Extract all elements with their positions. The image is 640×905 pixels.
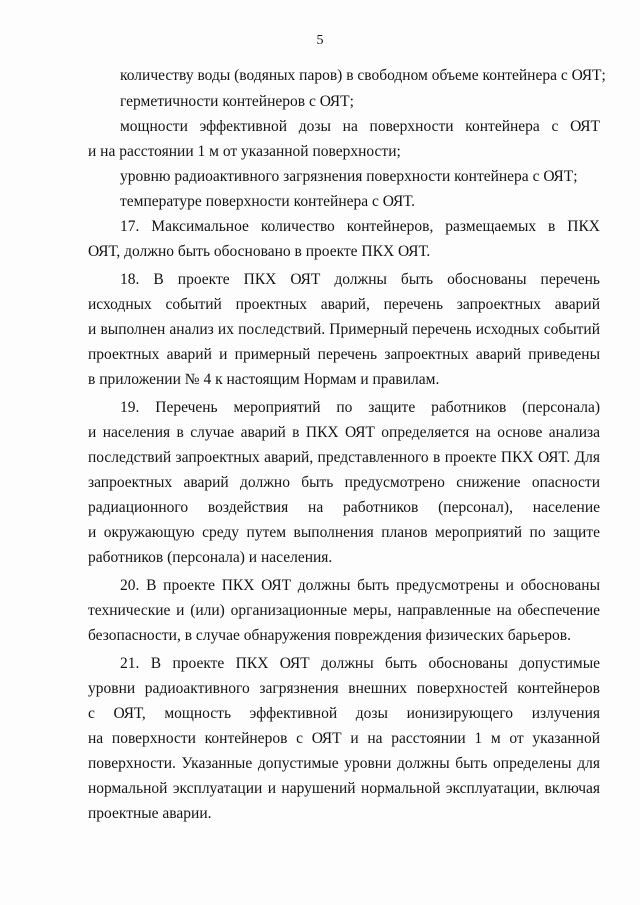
text-line: 18. В проекте ПКХ ОЯТ должны быть обоснованы перечень (120, 271, 600, 288)
text-line: уровню радиоактивного загрязнения поверхности контейнера с ОЯТ; (120, 168, 578, 185)
text-line: с ОЯТ, мощность эффективной дозы ионизирующего излучения (88, 705, 600, 722)
text-line: и окружающую среду путем выполнения планов мероприятий по защите (88, 524, 600, 541)
text-line: уровни радиоактивного загрязнения внешних поверхностей контейнеров (88, 680, 600, 697)
text-line: и выполнен анализ их последствий. Примерный перечень исходных событий (88, 321, 600, 338)
text-line: радиационного воздействия на работников (персонал), население (88, 499, 600, 516)
text-line: герметичности контейнеров с ОЯТ; (120, 93, 354, 110)
text-line: ОЯТ, должно быть обосновано в проекте ПКХ ОЯТ. (88, 243, 431, 260)
text-line: работников (персонала) и населения. (88, 549, 333, 566)
text-line: запроектных аварий должно быть предусмотрено снижение опасности (88, 474, 600, 491)
text-line: безопасности, в случае обнаружения повреждения физических барьеров. (88, 627, 571, 644)
text-line: 20. В проекте ПКХ ОЯТ должны быть предусмотрены и обоснованы (120, 577, 600, 594)
text-line: температуре поверхности контейнера с ОЯТ. (120, 193, 415, 210)
page-number: 5 (316, 33, 324, 48)
text-line: проектных аварий и примерный перечень запроектных аварий приведены (88, 346, 600, 363)
text-line: исходных событий проектных аварий, перечень запроектных аварий (88, 296, 600, 313)
text-line: технические и (или) организационные меры, направленные на обеспечение (88, 602, 600, 619)
text-line: нормальной эксплуатации и нарушений нормальной эксплуатации, включая (88, 780, 600, 797)
text-line: последствий запроектных аварий, представленного в проекте ПКХ ОЯТ. Для (88, 449, 600, 466)
text-line: 21. В проекте ПКХ ОЯТ должны быть обоснованы допустимые (120, 655, 600, 672)
text-line: в приложении № 4 к настоящим Нормам и правилам. (88, 371, 440, 388)
text-line: и на расстоянии 1 м от указанной поверхности; (88, 143, 401, 160)
text-line: проектные аварии. (88, 805, 212, 822)
text-line: количеству воды (водяных паров) в свободном объеме контейнера с ОЯТ; (120, 67, 606, 84)
text-line: поверхности. Указанные допустимые уровни должны быть определены для (88, 755, 600, 772)
text-line: мощности эффективной дозы на поверхности контейнера с ОЯТ (120, 118, 600, 135)
text-line: 17. Максимальное количество контейнеров, размещаемых в ПКХ (120, 218, 600, 235)
text-line: на поверхности контейнеров с ОЯТ и на расстоянии 1 м от указанной (88, 730, 600, 747)
text-line: 19. Перечень мероприятий по защите работников (персонала) (120, 399, 600, 416)
text-line: и населения в случае аварий в ПКХ ОЯТ определяется на основе анализа (88, 424, 600, 441)
